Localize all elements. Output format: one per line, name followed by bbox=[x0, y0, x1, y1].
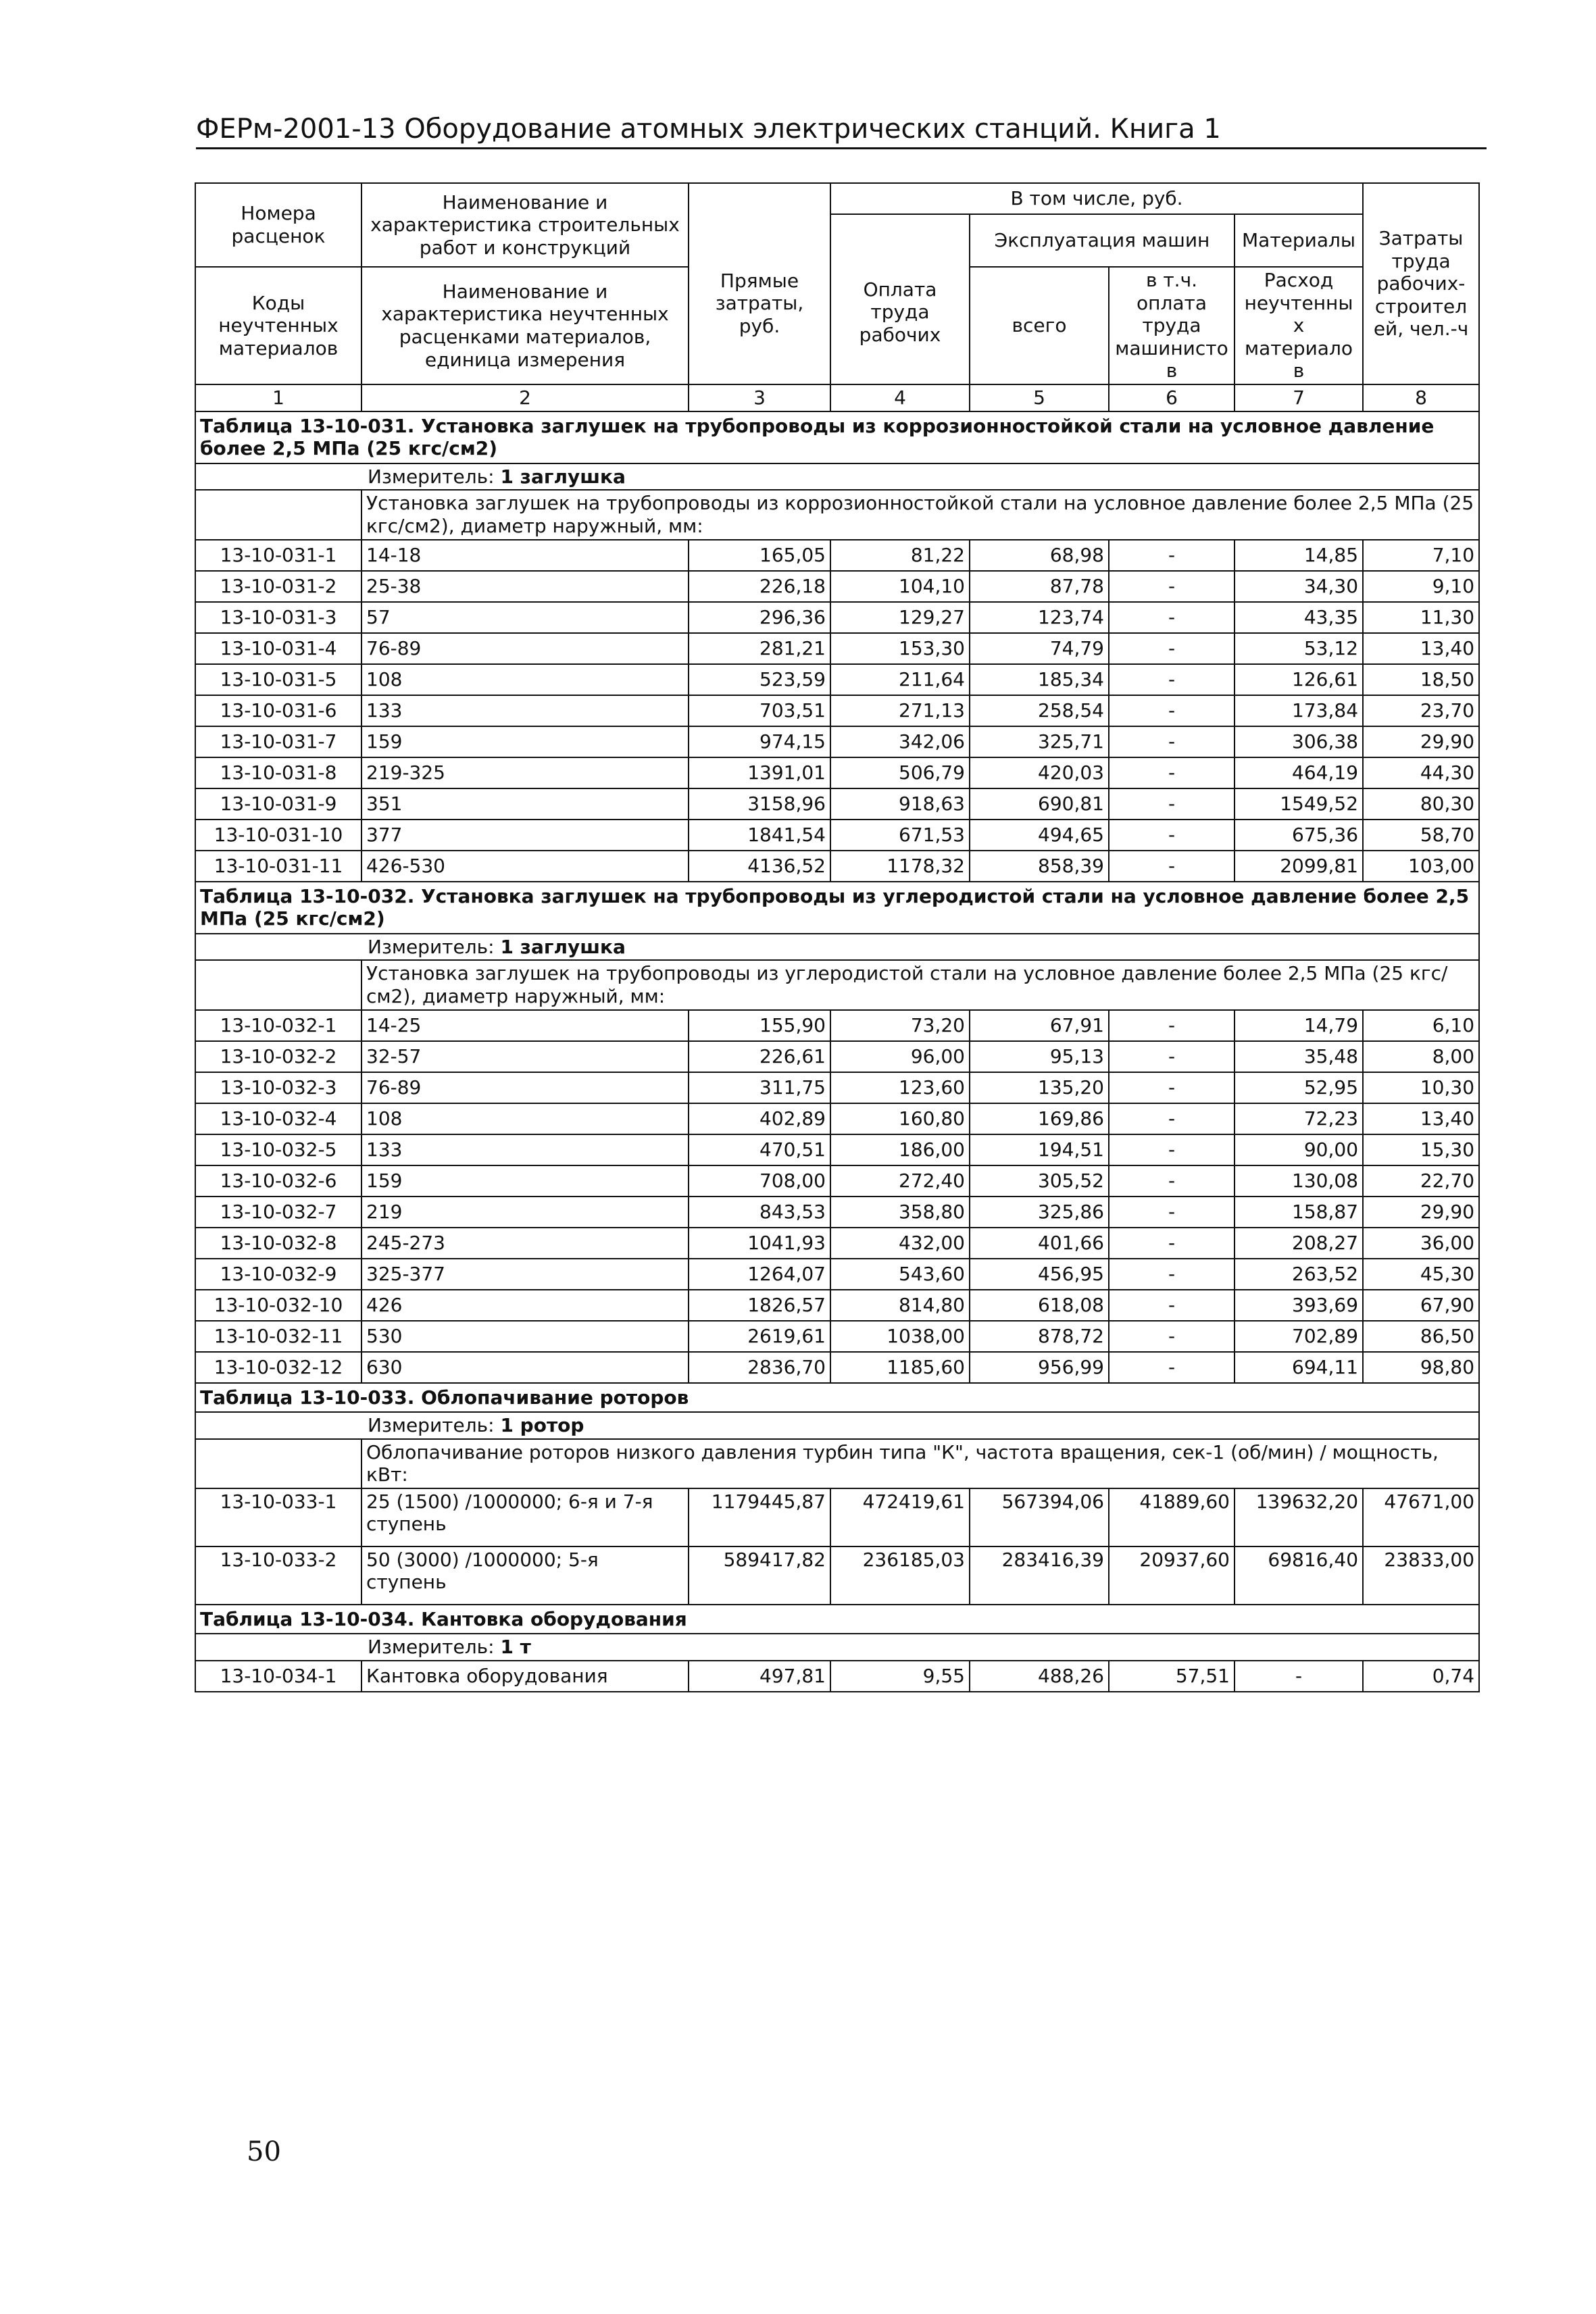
value-cell: 15,30 bbox=[1363, 1134, 1479, 1165]
table-row bbox=[195, 1197, 1479, 1228]
value-cell: 1185,60 bbox=[830, 1352, 970, 1383]
description-empty-cell bbox=[195, 490, 361, 539]
value-cell: 470,51 bbox=[689, 1134, 830, 1165]
rate-name: 351 bbox=[361, 788, 689, 820]
rate-name: 377 bbox=[361, 820, 689, 851]
value-cell: 34,30 bbox=[1235, 571, 1363, 602]
value-cell: 13,40 bbox=[1363, 633, 1479, 664]
value-cell: - bbox=[1109, 1072, 1235, 1103]
value-cell: 41889,60 bbox=[1109, 1488, 1235, 1546]
value-cell: 272,40 bbox=[830, 1165, 970, 1197]
value-cell: 708,00 bbox=[689, 1165, 830, 1197]
value-cell: 169,86 bbox=[970, 1103, 1109, 1134]
table-row bbox=[195, 1072, 1479, 1103]
value-cell: 129,27 bbox=[830, 602, 970, 633]
value-cell: 523,59 bbox=[689, 664, 830, 695]
rate-code: 13-10-031-6 bbox=[195, 695, 361, 726]
value-cell: 1391,01 bbox=[689, 757, 830, 788]
value-cell: - bbox=[1109, 726, 1235, 757]
rate-code: 13-10-031-11 bbox=[195, 851, 361, 882]
value-cell: 74,79 bbox=[970, 633, 1109, 664]
col1-bottom-header: Коды неучтенных материалов bbox=[195, 267, 361, 384]
col7-header: Расход неучтенны х материало в bbox=[1235, 267, 1363, 384]
meter-cell bbox=[195, 1634, 1479, 1661]
col1-top-header: Номера расценок bbox=[195, 183, 361, 267]
meter-value: 1 т bbox=[500, 1636, 531, 1659]
col8-header: Затраты труда рабочих-строител ей, чел.-ч bbox=[1363, 183, 1479, 384]
value-cell: - bbox=[1109, 1103, 1235, 1134]
value-cell: - bbox=[1109, 1197, 1235, 1228]
value-cell: 73,20 bbox=[830, 1010, 970, 1041]
value-cell: 694,11 bbox=[1235, 1352, 1363, 1383]
value-cell: - bbox=[1109, 664, 1235, 695]
value-cell: 87,78 bbox=[970, 571, 1109, 602]
column-number-cell: 3 bbox=[689, 384, 830, 411]
rate-name: 219 bbox=[361, 1197, 689, 1228]
rate-code: 13-10-032-7 bbox=[195, 1197, 361, 1228]
value-cell: 497,81 bbox=[689, 1661, 830, 1692]
value-cell: - bbox=[1109, 1228, 1235, 1259]
meter-row bbox=[195, 463, 1479, 491]
description-row bbox=[195, 960, 1479, 1009]
column-number-cell: 1 bbox=[195, 384, 361, 411]
value-cell: 296,36 bbox=[689, 602, 830, 633]
value-cell: - bbox=[1235, 1661, 1363, 1692]
column-number-row bbox=[195, 384, 1479, 411]
table-row bbox=[195, 1321, 1479, 1352]
table-row bbox=[195, 1041, 1479, 1072]
value-cell: 7,10 bbox=[1363, 540, 1479, 571]
value-cell: 155,90 bbox=[689, 1010, 830, 1041]
value-cell: 23833,00 bbox=[1363, 1546, 1479, 1605]
value-cell: 11,30 bbox=[1363, 602, 1479, 633]
rate-code: 13-10-031-7 bbox=[195, 726, 361, 757]
rate-code: 13-10-031-10 bbox=[195, 820, 361, 851]
value-cell: 956,99 bbox=[970, 1352, 1109, 1383]
description-empty-cell bbox=[195, 960, 361, 1009]
table-row bbox=[195, 1488, 1479, 1546]
rate-name: 25 (1500) /1000000; 6-я и 7-я ступень bbox=[361, 1488, 689, 1546]
table-row bbox=[195, 1259, 1479, 1290]
value-cell: 918,63 bbox=[830, 788, 970, 820]
column-number-cell: 8 bbox=[1363, 384, 1479, 411]
value-cell: 1549,52 bbox=[1235, 788, 1363, 820]
value-cell: 81,22 bbox=[830, 540, 970, 571]
rate-name: 14-18 bbox=[361, 540, 689, 571]
table-description: Установка заглушек на трубопроводы из углеродистой стали на условное давление более 2,5 МПа (25 кгс/см2), диаметр наружный, мм: bbox=[361, 960, 1479, 1009]
value-cell: 4136,52 bbox=[689, 851, 830, 882]
meter-value: 1 ротор bbox=[500, 1414, 584, 1437]
value-cell: - bbox=[1109, 1290, 1235, 1321]
header-row-1 bbox=[195, 183, 1479, 214]
table-description: Облопачивание роторов низкого давления турбин типа "К", частота вращения, сек-1 (об/мин) / мощность, кВт: bbox=[361, 1439, 1479, 1488]
rate-name: 159 bbox=[361, 726, 689, 757]
rate-code: 13-10-032-9 bbox=[195, 1259, 361, 1290]
table-row bbox=[195, 1010, 1479, 1041]
value-cell: 45,30 bbox=[1363, 1259, 1479, 1290]
rate-code: 13-10-032-10 bbox=[195, 1290, 361, 1321]
meter-label: Измеритель: bbox=[368, 1636, 495, 1659]
value-cell: 6,10 bbox=[1363, 1010, 1479, 1041]
table-title: Таблица 13-10-033. Облопачивание роторов bbox=[195, 1383, 1479, 1413]
value-cell: 158,87 bbox=[1235, 1197, 1363, 1228]
value-cell: 194,51 bbox=[970, 1134, 1109, 1165]
col2-bottom-header: Наименование и характеристика неучтенных расценками материалов, единица измерения bbox=[361, 267, 689, 384]
value-cell: 130,08 bbox=[1235, 1165, 1363, 1197]
rates-table bbox=[195, 182, 1480, 1692]
value-cell: 226,61 bbox=[689, 1041, 830, 1072]
value-cell: 104,10 bbox=[830, 571, 970, 602]
value-cell: 488,26 bbox=[970, 1661, 1109, 1692]
table-row bbox=[195, 602, 1479, 633]
table-row bbox=[195, 1134, 1479, 1165]
rate-name: 159 bbox=[361, 1165, 689, 1197]
value-cell: 589417,82 bbox=[689, 1546, 830, 1605]
value-cell: 671,53 bbox=[830, 820, 970, 851]
value-cell: 0,74 bbox=[1363, 1661, 1479, 1692]
rate-code: 13-10-032-5 bbox=[195, 1134, 361, 1165]
value-cell: 123,74 bbox=[970, 602, 1109, 633]
col3-header: Прямые затраты, руб. bbox=[689, 183, 830, 384]
page-number: 50 bbox=[247, 2136, 281, 2167]
value-cell: 14,85 bbox=[1235, 540, 1363, 571]
value-cell: - bbox=[1109, 602, 1235, 633]
value-cell: 456,95 bbox=[970, 1259, 1109, 1290]
value-cell: - bbox=[1109, 540, 1235, 571]
value-cell: 9,10 bbox=[1363, 571, 1479, 602]
meter-row bbox=[195, 934, 1479, 961]
value-cell: 1041,93 bbox=[689, 1228, 830, 1259]
value-cell: 306,38 bbox=[1235, 726, 1363, 757]
value-cell: 8,00 bbox=[1363, 1041, 1479, 1072]
rate-name: 245-273 bbox=[361, 1228, 689, 1259]
meter-label: Измеритель: bbox=[368, 935, 495, 958]
value-cell: 165,05 bbox=[689, 540, 830, 571]
value-cell: - bbox=[1109, 633, 1235, 664]
value-cell: 1264,07 bbox=[689, 1259, 830, 1290]
value-cell: - bbox=[1109, 820, 1235, 851]
value-cell: 618,08 bbox=[970, 1290, 1109, 1321]
col5-header: всего bbox=[970, 267, 1109, 384]
table-title: Таблица 13-10-031. Установка заглушек на трубопроводы из коррозионностойкой стали на условное давление более 2,5 МПа (25 кгс/см2) bbox=[195, 411, 1479, 463]
value-cell: 420,03 bbox=[970, 757, 1109, 788]
table-title-row bbox=[195, 882, 1479, 934]
value-cell: 22,70 bbox=[1363, 1165, 1479, 1197]
value-cell: 814,80 bbox=[830, 1290, 970, 1321]
rate-name: 108 bbox=[361, 1103, 689, 1134]
value-cell: 401,66 bbox=[970, 1228, 1109, 1259]
column-number-cell: 6 bbox=[1109, 384, 1235, 411]
rate-code: 13-10-031-2 bbox=[195, 571, 361, 602]
value-cell: 23,70 bbox=[1363, 695, 1479, 726]
value-cell: 271,13 bbox=[830, 695, 970, 726]
value-cell: - bbox=[1109, 1259, 1235, 1290]
value-cell: 325,71 bbox=[970, 726, 1109, 757]
table-description: Установка заглушек на трубопроводы из коррозионностойкой стали на условное давление более 2,5 МПа (25 кгс/см2), диаметр наружный, мм: bbox=[361, 490, 1479, 539]
value-cell: 1826,57 bbox=[689, 1290, 830, 1321]
rate-code: 13-10-032-4 bbox=[195, 1103, 361, 1134]
rate-code: 13-10-032-12 bbox=[195, 1352, 361, 1383]
table-row bbox=[195, 633, 1479, 664]
value-cell: 58,70 bbox=[1363, 820, 1479, 851]
table-row bbox=[195, 1290, 1479, 1321]
rate-code: 13-10-031-9 bbox=[195, 788, 361, 820]
value-cell: 20937,60 bbox=[1109, 1546, 1235, 1605]
rate-name: 50 (3000) /1000000; 5-я ступень bbox=[361, 1546, 689, 1605]
rate-name: 630 bbox=[361, 1352, 689, 1383]
value-cell: 2836,70 bbox=[689, 1352, 830, 1383]
value-cell: 311,75 bbox=[689, 1072, 830, 1103]
value-cell: 393,69 bbox=[1235, 1290, 1363, 1321]
rate-name: 426-530 bbox=[361, 851, 689, 882]
column-number-cell: 7 bbox=[1235, 384, 1363, 411]
value-cell: 123,60 bbox=[830, 1072, 970, 1103]
value-cell: 305,52 bbox=[970, 1165, 1109, 1197]
value-cell: 472419,61 bbox=[830, 1488, 970, 1546]
value-cell: 43,35 bbox=[1235, 602, 1363, 633]
rate-code: 13-10-031-5 bbox=[195, 664, 361, 695]
rate-name: 219-325 bbox=[361, 757, 689, 788]
value-cell: 57,51 bbox=[1109, 1661, 1235, 1692]
rate-code: 13-10-033-2 bbox=[195, 1546, 361, 1605]
value-cell: 139632,20 bbox=[1235, 1488, 1363, 1546]
value-cell: 263,52 bbox=[1235, 1259, 1363, 1290]
value-cell: 226,18 bbox=[689, 571, 830, 602]
col4-header: Оплата труда рабочих bbox=[830, 214, 970, 384]
rate-name: 57 bbox=[361, 602, 689, 633]
value-cell: 494,65 bbox=[970, 820, 1109, 851]
table-title-row bbox=[195, 411, 1479, 463]
meter-row bbox=[195, 1634, 1479, 1661]
value-cell: 72,23 bbox=[1235, 1103, 1363, 1134]
value-cell: 703,51 bbox=[689, 695, 830, 726]
value-cell: 53,12 bbox=[1235, 633, 1363, 664]
rate-name: 426 bbox=[361, 1290, 689, 1321]
column-number-cell: 2 bbox=[361, 384, 689, 411]
value-cell: 675,36 bbox=[1235, 820, 1363, 851]
value-cell: - bbox=[1109, 1165, 1235, 1197]
table-row bbox=[195, 1103, 1479, 1134]
table-row bbox=[195, 1546, 1479, 1605]
value-cell: 36,00 bbox=[1363, 1228, 1479, 1259]
table-row bbox=[195, 1165, 1479, 1197]
value-cell: 690,81 bbox=[970, 788, 1109, 820]
value-cell: 95,13 bbox=[970, 1041, 1109, 1072]
rate-name: 530 bbox=[361, 1321, 689, 1352]
value-cell: 258,54 bbox=[970, 695, 1109, 726]
value-cell: 69816,40 bbox=[1235, 1546, 1363, 1605]
rate-name: 76-89 bbox=[361, 633, 689, 664]
value-cell: 208,27 bbox=[1235, 1228, 1363, 1259]
value-cell: 1179445,87 bbox=[689, 1488, 830, 1546]
value-cell: - bbox=[1109, 1321, 1235, 1352]
rate-code: 13-10-034-1 bbox=[195, 1661, 361, 1692]
value-cell: - bbox=[1109, 571, 1235, 602]
value-cell: 10,30 bbox=[1363, 1072, 1479, 1103]
value-cell: 80,30 bbox=[1363, 788, 1479, 820]
rate-code: 13-10-032-1 bbox=[195, 1010, 361, 1041]
value-cell: 432,00 bbox=[830, 1228, 970, 1259]
value-cell: 858,39 bbox=[970, 851, 1109, 882]
value-cell: 878,72 bbox=[970, 1321, 1109, 1352]
table-row bbox=[195, 726, 1479, 757]
value-cell: 44,30 bbox=[1363, 757, 1479, 788]
table-row bbox=[195, 695, 1479, 726]
rate-name: 76-89 bbox=[361, 1072, 689, 1103]
value-cell: 342,06 bbox=[830, 726, 970, 757]
value-cell: 90,00 bbox=[1235, 1134, 1363, 1165]
value-cell: 67,91 bbox=[970, 1010, 1109, 1041]
value-cell: 506,79 bbox=[830, 757, 970, 788]
table-row bbox=[195, 571, 1479, 602]
value-cell: 35,48 bbox=[1235, 1041, 1363, 1072]
value-cell: 1038,00 bbox=[830, 1321, 970, 1352]
value-cell: 14,79 bbox=[1235, 1010, 1363, 1041]
rate-code: 13-10-031-1 bbox=[195, 540, 361, 571]
value-cell: 186,00 bbox=[830, 1134, 970, 1165]
rate-name: 14-25 bbox=[361, 1010, 689, 1041]
table-row bbox=[195, 820, 1479, 851]
table-title-row bbox=[195, 1383, 1479, 1413]
running-header: ФЕРм-2001-13 Оборудование атомных электрических станций. Книга 1 bbox=[196, 114, 1487, 149]
rate-name: 325-377 bbox=[361, 1259, 689, 1290]
value-cell: 29,90 bbox=[1363, 726, 1479, 757]
table-row bbox=[195, 757, 1479, 788]
value-cell: - bbox=[1109, 1010, 1235, 1041]
value-cell: 135,20 bbox=[970, 1072, 1109, 1103]
table-row bbox=[195, 540, 1479, 571]
group-header: В том числе, руб. bbox=[830, 183, 1363, 214]
value-cell: 281,21 bbox=[689, 633, 830, 664]
table-row bbox=[195, 1228, 1479, 1259]
value-cell: 173,84 bbox=[1235, 695, 1363, 726]
value-cell: 283416,39 bbox=[970, 1546, 1109, 1605]
column-number-cell: 4 bbox=[830, 384, 970, 411]
value-cell: 325,86 bbox=[970, 1197, 1109, 1228]
value-cell: 96,00 bbox=[830, 1041, 970, 1072]
rate-code: 13-10-031-8 bbox=[195, 757, 361, 788]
value-cell: 1841,54 bbox=[689, 820, 830, 851]
value-cell: 236185,03 bbox=[830, 1546, 970, 1605]
value-cell: 974,15 bbox=[689, 726, 830, 757]
table-title-row bbox=[195, 1605, 1479, 1634]
meter-label: Измеритель: bbox=[368, 1414, 495, 1437]
value-cell: 185,34 bbox=[970, 664, 1109, 695]
value-cell: 702,89 bbox=[1235, 1321, 1363, 1352]
value-cell: 160,80 bbox=[830, 1103, 970, 1134]
value-cell: - bbox=[1109, 1041, 1235, 1072]
meter-cell bbox=[195, 463, 1479, 491]
materials-header: Материалы bbox=[1235, 214, 1363, 267]
table-row bbox=[195, 1661, 1479, 1692]
table-row bbox=[195, 664, 1479, 695]
value-cell: - bbox=[1109, 757, 1235, 788]
value-cell: 2619,61 bbox=[689, 1321, 830, 1352]
rate-code: 13-10-032-11 bbox=[195, 1321, 361, 1352]
value-cell: - bbox=[1109, 851, 1235, 882]
value-cell: 843,53 bbox=[689, 1197, 830, 1228]
meter-value: 1 заглушка bbox=[500, 935, 626, 958]
value-cell: 103,00 bbox=[1363, 851, 1479, 882]
rate-name: 32-57 bbox=[361, 1041, 689, 1072]
value-cell: - bbox=[1109, 1134, 1235, 1165]
table-title: Таблица 13-10-034. Кантовка оборудования bbox=[195, 1605, 1479, 1634]
table-row bbox=[195, 851, 1479, 882]
meter-value: 1 заглушка bbox=[500, 465, 626, 488]
value-cell: 464,19 bbox=[1235, 757, 1363, 788]
description-empty-cell bbox=[195, 1439, 361, 1488]
value-cell: 126,61 bbox=[1235, 664, 1363, 695]
description-row bbox=[195, 490, 1479, 539]
value-cell: - bbox=[1109, 695, 1235, 726]
col2-top-header: Наименование и характеристика строительных работ и конструкций bbox=[361, 183, 689, 267]
value-cell: 52,95 bbox=[1235, 1072, 1363, 1103]
rate-code: 13-10-032-3 bbox=[195, 1072, 361, 1103]
rate-name: Кантовка оборудования bbox=[361, 1661, 689, 1692]
value-cell: 2099,81 bbox=[1235, 851, 1363, 882]
description-row bbox=[195, 1439, 1479, 1488]
value-cell: 1178,32 bbox=[830, 851, 970, 882]
value-cell: 18,50 bbox=[1363, 664, 1479, 695]
table-row bbox=[195, 1352, 1479, 1383]
value-cell: 543,60 bbox=[830, 1259, 970, 1290]
value-cell: 86,50 bbox=[1363, 1321, 1479, 1352]
value-cell: - bbox=[1109, 788, 1235, 820]
meter-row bbox=[195, 1412, 1479, 1439]
meter-cell bbox=[195, 1412, 1479, 1439]
value-cell: 358,80 bbox=[830, 1197, 970, 1228]
value-cell: 67,90 bbox=[1363, 1290, 1479, 1321]
value-cell: 3158,96 bbox=[689, 788, 830, 820]
rate-name: 108 bbox=[361, 664, 689, 695]
value-cell: 9,55 bbox=[830, 1661, 970, 1692]
machines-header: Эксплуатация машин bbox=[970, 214, 1235, 267]
col6-header: в т.ч. оплата труда машинисто в bbox=[1109, 267, 1235, 384]
table-row bbox=[195, 788, 1479, 820]
value-cell: 13,40 bbox=[1363, 1103, 1479, 1134]
meter-cell bbox=[195, 934, 1479, 961]
rate-code: 13-10-032-6 bbox=[195, 1165, 361, 1197]
table-title: Таблица 13-10-032. Установка заглушек на трубопроводы из углеродистой стали на условное давление более 2,5 МПа (25 кгс/см2) bbox=[195, 882, 1479, 934]
column-number-cell: 5 bbox=[970, 384, 1109, 411]
rate-code: 13-10-031-4 bbox=[195, 633, 361, 664]
value-cell: 402,89 bbox=[689, 1103, 830, 1134]
rate-code: 13-10-032-8 bbox=[195, 1228, 361, 1259]
rate-code: 13-10-031-3 bbox=[195, 602, 361, 633]
rate-code: 13-10-032-2 bbox=[195, 1041, 361, 1072]
value-cell: - bbox=[1109, 1352, 1235, 1383]
value-cell: 47671,00 bbox=[1363, 1488, 1479, 1546]
value-cell: 98,80 bbox=[1363, 1352, 1479, 1383]
rate-name: 133 bbox=[361, 695, 689, 726]
value-cell: 68,98 bbox=[970, 540, 1109, 571]
meter-label: Измеритель: bbox=[368, 465, 495, 488]
rate-code: 13-10-033-1 bbox=[195, 1488, 361, 1546]
value-cell: 211,64 bbox=[830, 664, 970, 695]
value-cell: 29,90 bbox=[1363, 1197, 1479, 1228]
value-cell: 567394,06 bbox=[970, 1488, 1109, 1546]
rate-name: 25-38 bbox=[361, 571, 689, 602]
rate-name: 133 bbox=[361, 1134, 689, 1165]
value-cell: 153,30 bbox=[830, 633, 970, 664]
